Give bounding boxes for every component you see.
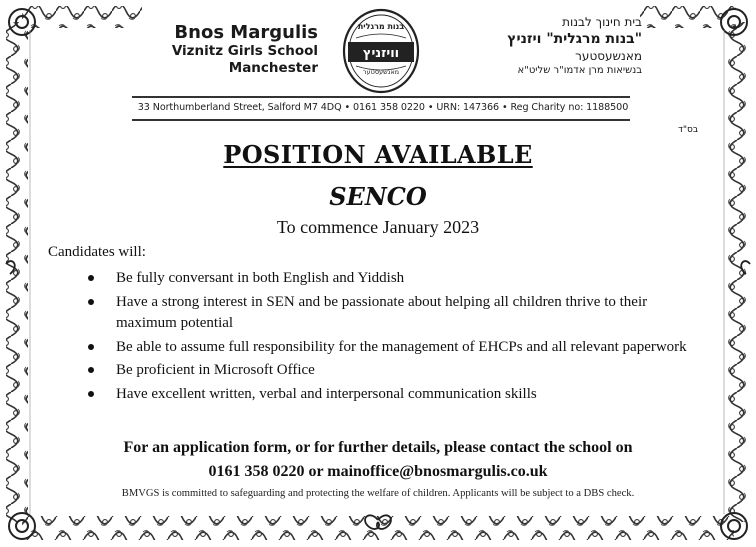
safeguarding-notice: BMVGS is committed to safeguarding and protecting the welfare of children. Applicants will be subject to a DBS check. — [121, 488, 635, 499]
header-rule-top — [132, 96, 630, 98]
school-name-english — [148, 22, 318, 77]
school-name: Bnos Margulis — [174, 22, 318, 43]
requirements-list — [84, 268, 704, 405]
list-item — [84, 337, 704, 359]
logo-bottom-text: מאנשעסטער — [362, 68, 400, 76]
bullet-icon — [88, 275, 94, 281]
requirement-text: Be proficient in Microsoft Office — [116, 362, 315, 378]
header-rule-bottom — [132, 119, 630, 121]
requirement-text: Be able to assume full responsibility for the management of EHCPs and all relevant paperwork — [116, 338, 687, 355]
contact-details: 0161 358 0220 or mainoffice@bnosmargulis.co.uk — [208, 463, 548, 480]
logo-center-text: וויזניץ — [362, 46, 400, 61]
requirement-text: Have excellent written, verbal and interpersonal communication skills — [116, 385, 537, 402]
corner-mark: בס"ד — [678, 125, 699, 135]
ad-role: SENCO — [329, 182, 427, 211]
bullet-icon — [88, 344, 94, 350]
bullet-icon — [88, 391, 94, 397]
school-address: 33 Northumberland Street, Salford M7 4DQ • 0161 358 0220 • URN: 147366 • Reg Charity no: 1188500 — [137, 102, 629, 113]
contact-instruction: For an application form, or for further details, please contact the school on — [123, 439, 633, 456]
hebrew-line-1: בית חינוך לבנות — [562, 15, 642, 29]
requirement-text: Be fully conversant in both English and Yiddish — [116, 270, 405, 286]
logo-top-text: בנות מרגלית — [357, 22, 405, 31]
requirement-text: Have a strong interest in SEN and be passionate about helping all children thrive to their maximum potential — [116, 293, 648, 331]
ad-heading: POSITION AVAILABLE — [223, 140, 533, 169]
hebrew-line-2: "בנות מרגלית" ויזניץ — [507, 31, 642, 47]
hebrew-line-4: בנשיאות מרן אדמו"ר שליט"א — [517, 65, 642, 76]
requirements-intro: Candidates will: — [48, 244, 146, 260]
list-item — [84, 360, 704, 382]
school-name-hebrew — [432, 14, 642, 78]
school-logo — [342, 8, 420, 94]
list-item — [84, 384, 704, 406]
list-item — [84, 292, 704, 335]
hebrew-line-3: מאנשעסטער — [575, 49, 642, 63]
school-city: Manchester — [228, 60, 318, 76]
bullet-icon — [88, 367, 94, 373]
bullet-icon — [88, 299, 94, 305]
school-subtitle: Viznitz Girls School — [171, 43, 318, 59]
list-item — [84, 268, 704, 290]
ad-start-date: To commence January 2023 — [276, 217, 480, 237]
